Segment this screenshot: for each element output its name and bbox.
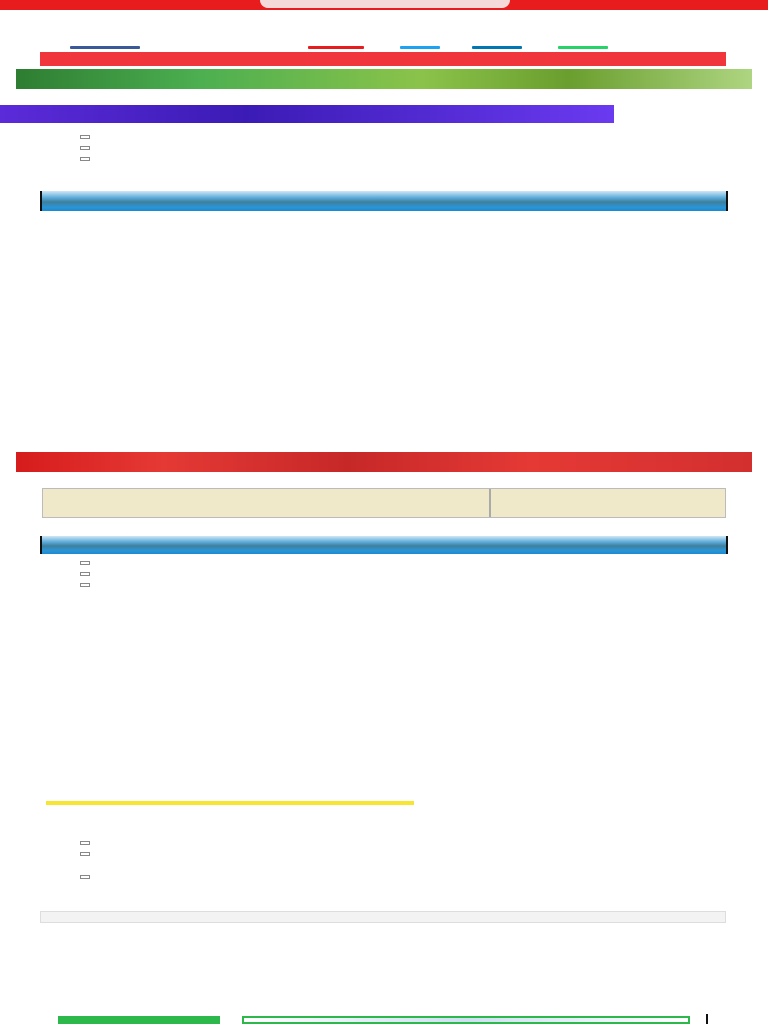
- article-paragraph: [40, 600, 728, 712]
- site-logo[interactable]: [260, 0, 510, 8]
- bullet-icon: [80, 875, 90, 879]
- bullet-icon: [80, 852, 90, 856]
- article-meta: [40, 92, 720, 102]
- share-facebook-button[interactable]: [70, 46, 140, 49]
- share-linkedin-button[interactable]: [472, 46, 522, 49]
- article-paragraph: [40, 214, 728, 310]
- primary-action-button[interactable]: [58, 1016, 220, 1024]
- share-buttons: [70, 46, 630, 50]
- article-paragraph: [40, 724, 728, 798]
- bottom-sticky-bar: [40, 1016, 712, 1024]
- list-item: [40, 569, 720, 579]
- article-paragraph: [40, 474, 728, 486]
- toc-item[interactable]: [40, 143, 720, 153]
- toc-item[interactable]: [40, 132, 720, 142]
- list-item: [40, 580, 720, 590]
- info-table: [42, 488, 726, 518]
- table-cell: [491, 489, 725, 517]
- article-paragraph: [40, 320, 728, 450]
- cta-banner-button[interactable]: [40, 52, 726, 66]
- highlight-bar: [46, 801, 414, 805]
- bullet-icon: [80, 561, 90, 565]
- bullet-icon: [80, 146, 90, 150]
- article-paragraph: [40, 160, 728, 190]
- list-item[interactable]: [40, 849, 720, 859]
- close-icon[interactable]: [706, 1014, 714, 1024]
- share-twitter-button[interactable]: [400, 46, 440, 49]
- article-paragraph: [40, 806, 728, 820]
- bullet-icon: [80, 135, 90, 139]
- site-header: [0, 0, 768, 10]
- download-list: [40, 838, 720, 860]
- subscribe-box[interactable]: [40, 911, 726, 923]
- article-link[interactable]: [40, 310, 728, 320]
- source-list: [40, 872, 720, 883]
- page-title: [40, 26, 730, 46]
- feature-list: [40, 558, 720, 591]
- list-item: [40, 558, 720, 568]
- share-pinterest-button[interactable]: [308, 46, 364, 49]
- list-item[interactable]: [40, 838, 720, 848]
- secondary-action-button[interactable]: [242, 1016, 690, 1024]
- bullet-icon: [80, 583, 90, 587]
- article-image: [40, 191, 728, 211]
- article-image: [40, 536, 728, 554]
- promo-banner-red[interactable]: [16, 452, 752, 472]
- list-item[interactable]: [40, 872, 720, 882]
- table-cell: [43, 489, 491, 517]
- promo-banner-green[interactable]: [16, 69, 752, 89]
- bullet-icon: [80, 841, 90, 845]
- promo-banner-purple[interactable]: [0, 105, 614, 123]
- article-paragraph: [40, 520, 728, 534]
- bullet-icon: [80, 572, 90, 576]
- share-whatsapp-button[interactable]: [558, 46, 608, 49]
- article-link[interactable]: [40, 712, 728, 722]
